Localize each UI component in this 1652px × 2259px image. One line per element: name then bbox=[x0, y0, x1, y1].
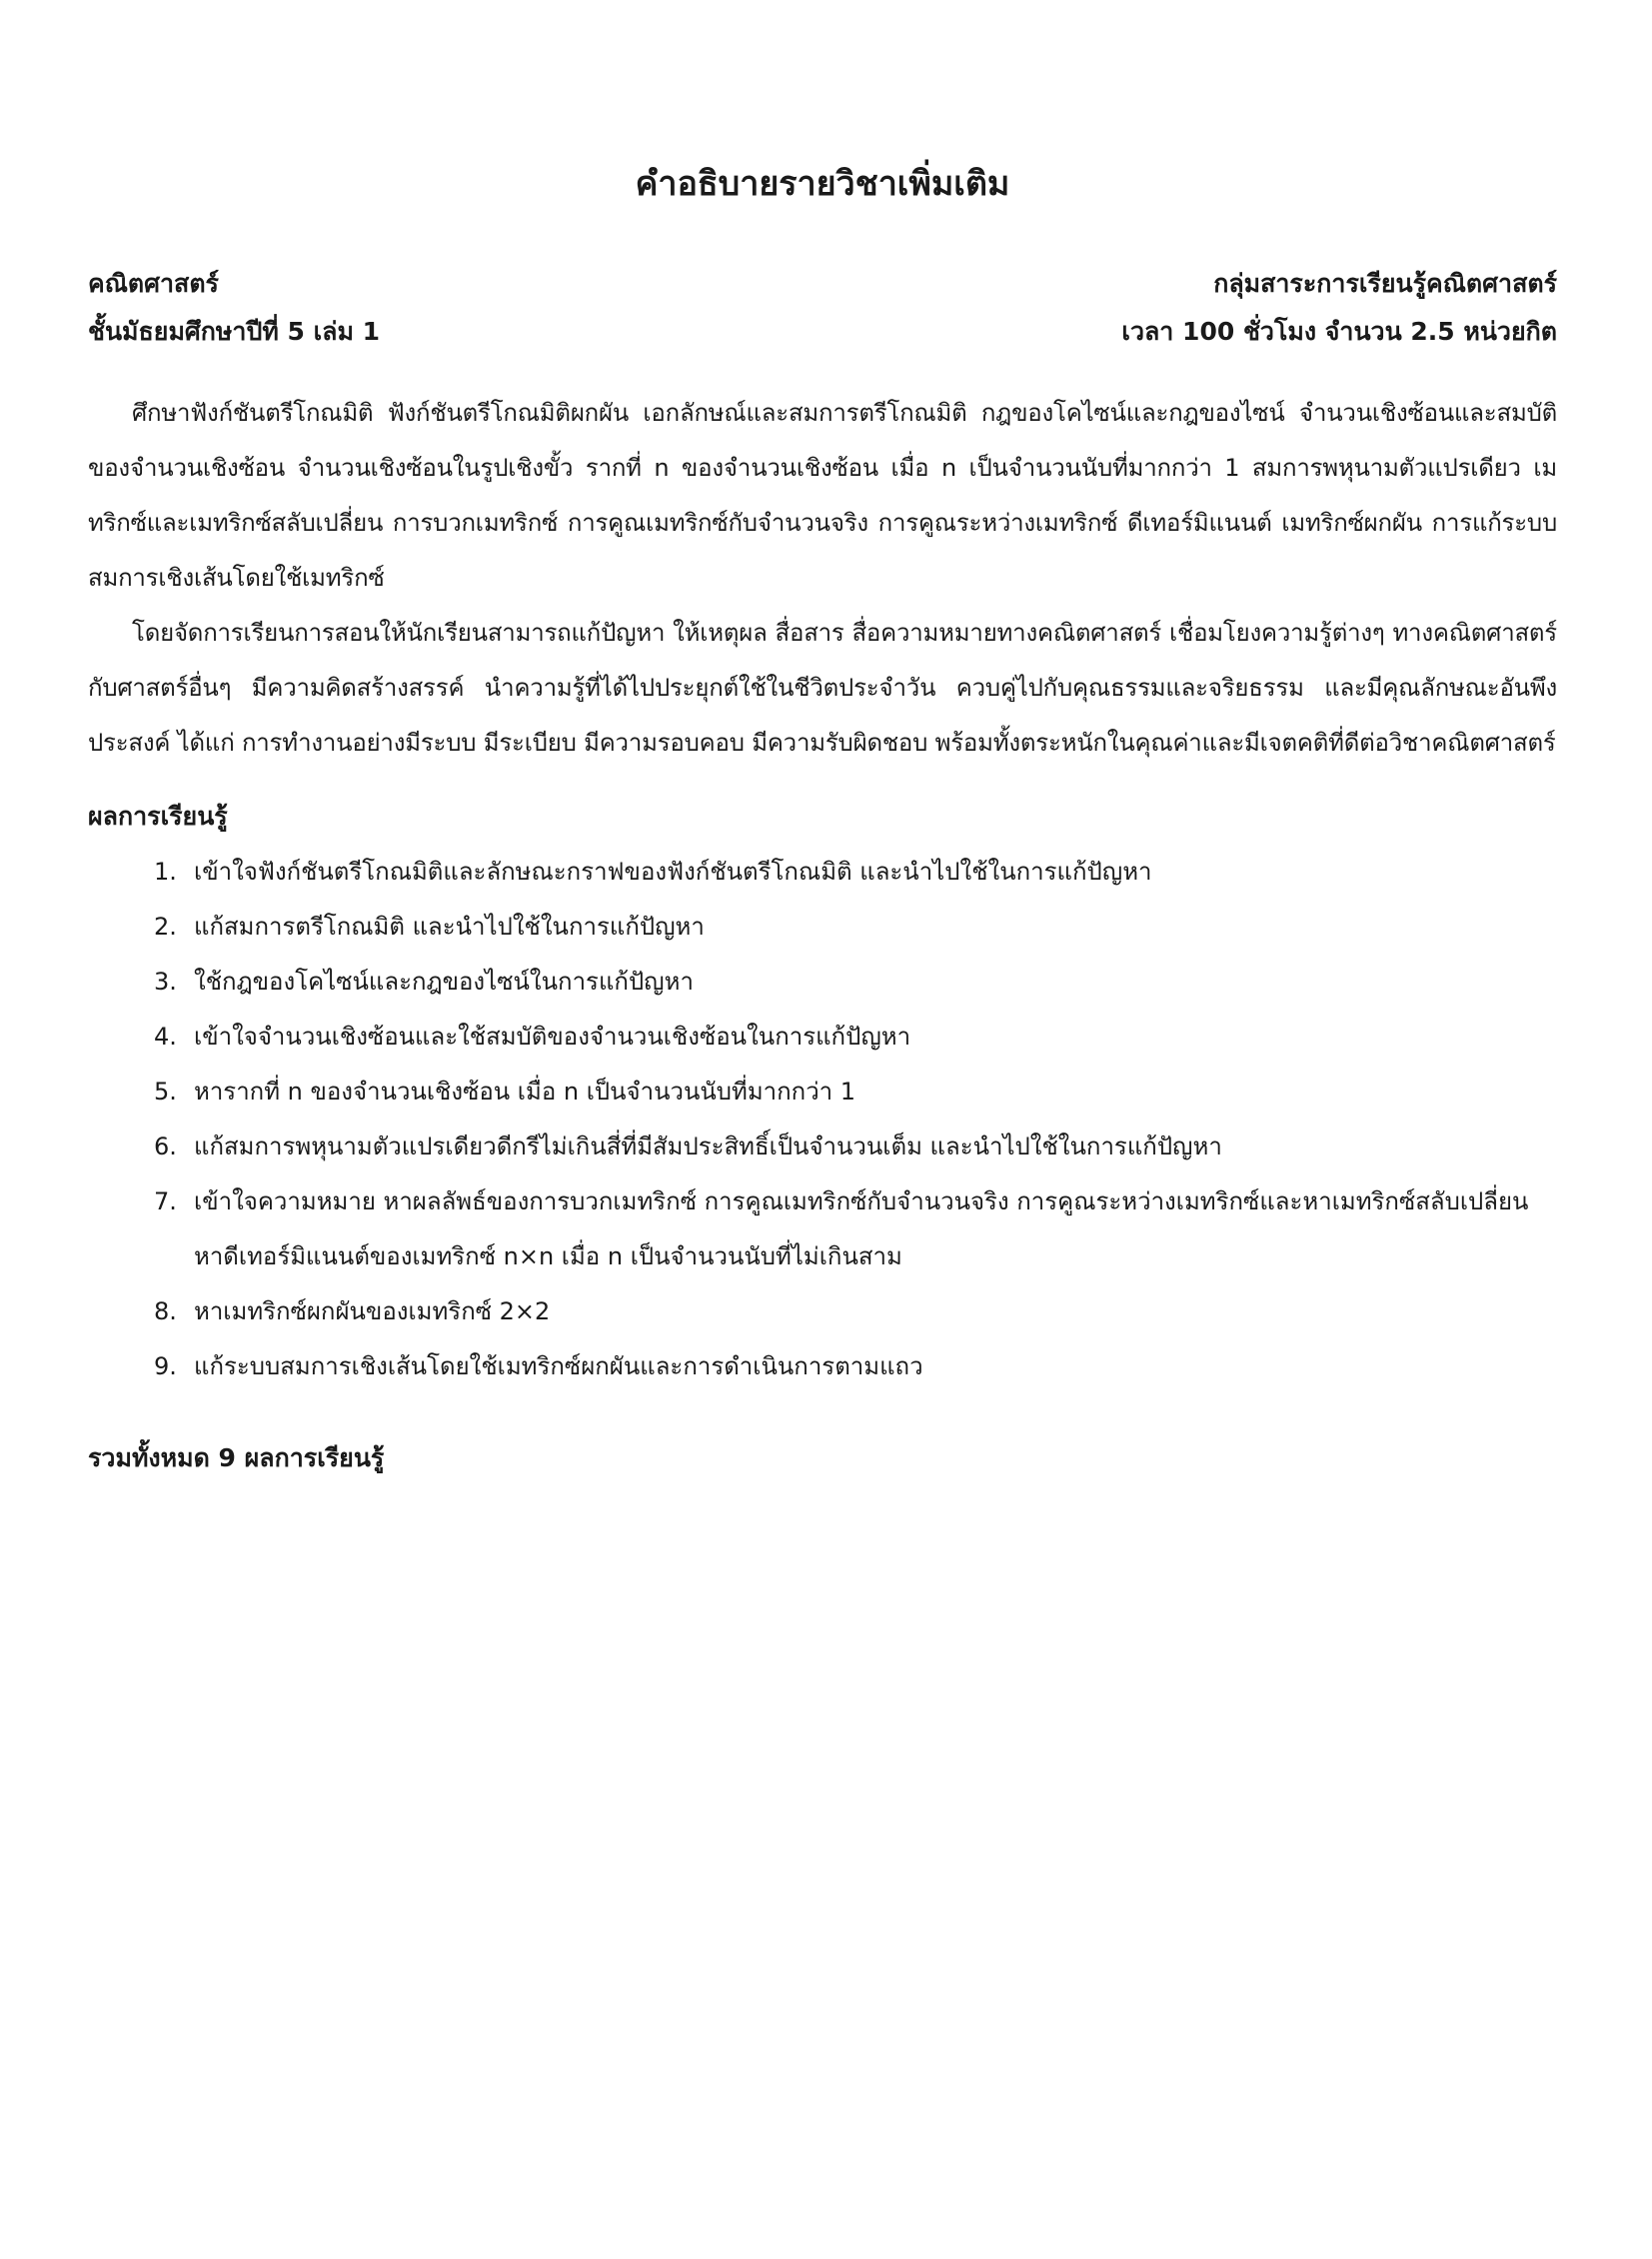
list-item bbox=[154, 1120, 1557, 1174]
description-paragraph: ศึกษาฟังก์ชันตรีโกณมิติ ฟังก์ชันตรีโกณมิติผกผัน เอกลักษณ์และสมการตรีโกณมิติ กฎของโคไซน์และกฎของไซน์ จำนวนเชิงซ้อนและสมบัติของจำนวนเชิงซ้อน จำนวนเชิงซ้อนในรูปเชิงขั้ว รากที่ n ของจำนวนเชิงซ้อน เมื่อ n เป็นจำนวนนับที่มากกว่า 1 สมการพหุนามตัวแปรเดียว เมทริกซ์และเมทริกซ์สลับเปลี่ยน การบวกเมทริกซ์ การคูณเมทริกซ์กับจำนวนจริง การคูณระหว่างเมทริกซ์ ดีเทอร์มิแนนต์ เมทริกซ์ผกผัน การแก้ระบบสมการเชิงเส้นโดยใช้เมทริกซ์ bbox=[88, 399, 1557, 592]
outcome-text: เข้าใจความหมาย หาผลลัพธ์ของการบวกเมทริกซ์ การคูณเมทริกซ์กับจำนวนจริง การคูณระหว่างเมทริกซ์และหาเมทริกซ์สลับเปลี่ยน หาดีเทอร์มิแนนต์ของเมทริกซ์ n×n เมื่อ n เป็นจำนวนนับที่ไม่เกินสาม bbox=[194, 1187, 1529, 1270]
list-item bbox=[154, 1065, 1557, 1120]
outcome-number: 6. bbox=[154, 1132, 177, 1160]
outcome-number: 1. bbox=[154, 858, 177, 886]
outcomes-heading: ผลการเรียนรู้ bbox=[88, 802, 228, 831]
learning-area-label: กลุ่มสาระการเรียนรู้คณิตศาสตร์ bbox=[1213, 269, 1557, 298]
description-paragraph: โดยจัดการเรียนการสอนให้นักเรียนสามารถแก้ปัญหา ให้เหตุผล สื่อสาร สื่อความหมายทางคณิตศาสตร์ เชื่อมโยงความรู้ต่างๆ ทางคณิตศาสตร์กับศาสตร์อื่นๆ มีความคิดสร้างสรรค์ นำความรู้ที่ได้ไปประยุกต์ใช้ในชีวิตประจำวัน ควบคู่ไปกับคุณธรรมและจริยธรรม และมีคุณลักษณะอันพึงประสงค์ ได้แก่ การทำงานอย่างมีระบบ มีระเบียบ มีความรอบคอบ มีความรับผิดชอบ พร้อมทั้งตระหนักในคุณค่าและมีเจตคติที่ดีต่อวิชาคณิตศาสตร์ bbox=[88, 619, 1557, 757]
meta-row-grade bbox=[88, 308, 1557, 356]
list-item bbox=[154, 1339, 1557, 1394]
outcome-number: 5. bbox=[154, 1078, 177, 1106]
document-title: คำอธิบายรายวิชาเพิ่มเติม bbox=[635, 164, 1010, 204]
outcome-number: 4. bbox=[154, 1023, 177, 1051]
subject-label: คณิตศาสตร์ bbox=[88, 269, 219, 298]
list-item bbox=[154, 1010, 1557, 1065]
grade-label: ชั้นมัธยมศึกษาปีที่ 5 เล่ม 1 bbox=[88, 317, 381, 346]
list-item bbox=[154, 955, 1557, 1010]
outcome-text: หาเมทริกซ์ผกผันของเมทริกซ์ 2×2 bbox=[194, 1297, 551, 1325]
list-item bbox=[154, 1174, 1557, 1284]
hours-credits-label: เวลา 100 ชั่วโมง จำนวน 2.5 หน่วยกิต bbox=[1121, 317, 1557, 346]
outcome-number: 2. bbox=[154, 913, 177, 941]
outcome-text: หารากที่ n ของจำนวนเชิงซ้อน เมื่อ n เป็นจำนวนนับที่มากกว่า 1 bbox=[194, 1078, 856, 1106]
outcomes-list bbox=[88, 845, 1557, 1394]
outcome-text: แก้ระบบสมการเชิงเส้นโดยใช้เมทริกซ์ผกผันและการดำเนินการตามแถว bbox=[194, 1352, 923, 1380]
outcome-text: ใช้กฎของโคไซน์และกฎของไซน์ในการแก้ปัญหา bbox=[194, 968, 694, 996]
outcome-text: เข้าใจจำนวนเชิงซ้อนและใช้สมบัติของจำนวนเชิงซ้อนในการแก้ปัญหา bbox=[194, 1023, 911, 1051]
list-item bbox=[154, 900, 1557, 955]
outcome-number: 9. bbox=[154, 1352, 177, 1380]
list-item bbox=[154, 1284, 1557, 1339]
outcome-text: แก้สมการตรีโกณมิติ และนำไปใช้ในการแก้ปัญหา bbox=[194, 913, 705, 941]
outcome-number: 7. bbox=[154, 1187, 177, 1215]
outcome-text: เข้าใจฟังก์ชันตรีโกณมิติและลักษณะกราฟของฟังก์ชันตรีโกณมิติ และนำไปใช้ในการแก้ปัญหา bbox=[194, 858, 1152, 886]
outcomes-summary: รวมทั้งหมด 9 ผลการเรียนรู้ bbox=[88, 1443, 385, 1472]
outcome-number: 8. bbox=[154, 1297, 177, 1325]
outcome-number: 3. bbox=[154, 968, 177, 996]
meta-row-subject bbox=[88, 260, 1557, 308]
outcome-text: แก้สมการพหุนามตัวแปรเดียวดีกรีไม่เกินสี่ที่มีสัมประสิทธิ์เป็นจำนวนเต็ม และนำไปใช้ในการแก้ปัญหา bbox=[194, 1132, 1222, 1160]
list-item bbox=[154, 845, 1557, 900]
document-meta bbox=[88, 260, 1557, 356]
